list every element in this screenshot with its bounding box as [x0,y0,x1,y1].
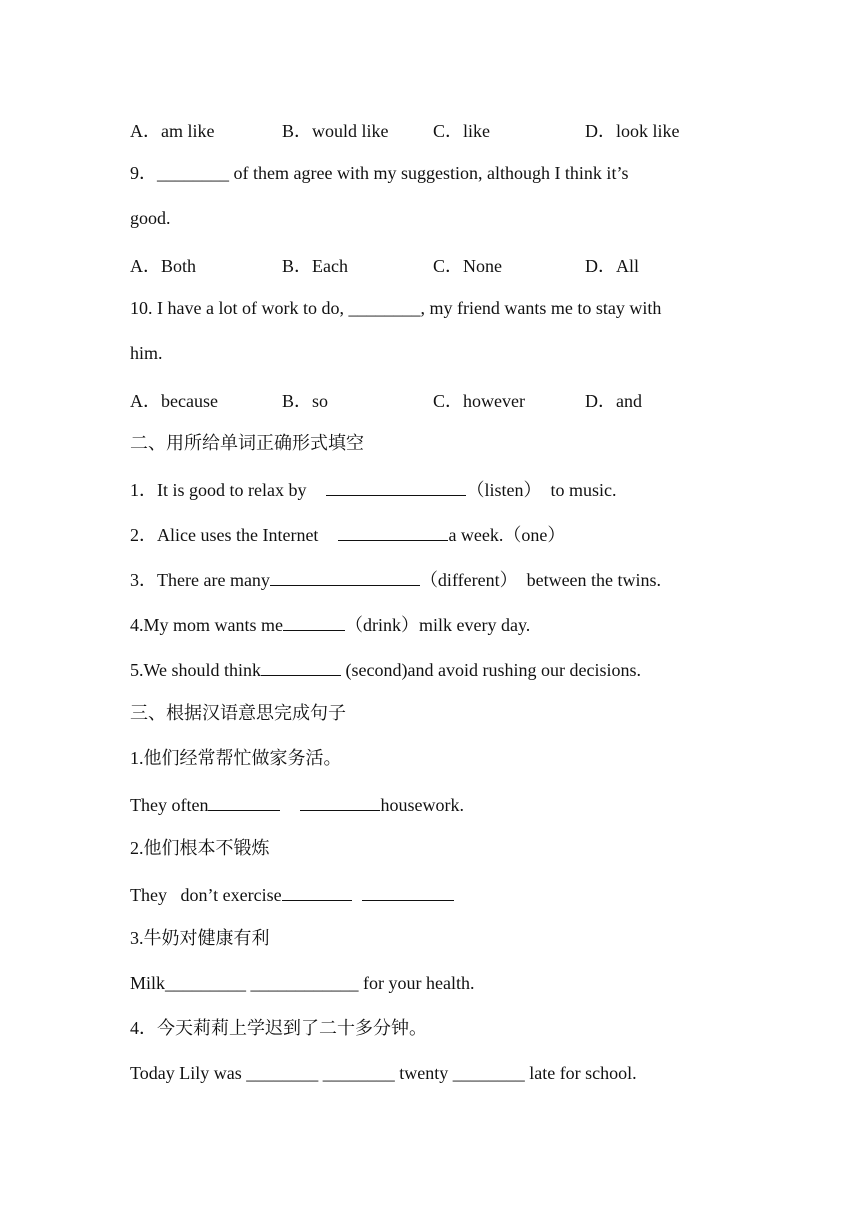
q8-option-d: D．look like [585,121,680,141]
s2-item-1-text-a: 1．It is good to relax by [130,480,307,500]
s3-item-1-english [130,792,464,816]
s2-item-2-blank[interactable] [338,522,448,541]
q9-option-a: A．Both [130,256,197,276]
s2-item-2-text-a: 2．Alice uses the Internet [130,525,319,545]
s3-item-2-blank-2[interactable] [362,882,454,901]
s2-item-2-text-b: a week.（one） [448,525,566,545]
q10-option-d: D．and [585,391,642,411]
q9-stem-line1: 9．________ of them agree with my suggestion, although I think it’s [130,163,629,183]
s3-item-3-chinese: 3.牛奶对健康有利 [130,928,270,948]
s3-item-2-chinese: 2.他们根本不锻炼 [130,838,270,858]
s2-item-1 [130,477,616,501]
q10-stem-line1: 10. I have a lot of work to do, ________, my friend wants me to stay with [130,298,662,318]
q10-option-c: C．however [433,391,525,411]
q10-stem-line2: him. [130,343,163,363]
q9-option-c: C．None [433,256,502,276]
s2-item-4-text-a: 4.My mom wants me [130,615,283,635]
s3-item-1-blank-2[interactable] [300,792,380,811]
s3-item-1-blank-1[interactable] [208,792,280,811]
s2-item-1-blank[interactable] [326,477,466,496]
s3-item-1-chinese: 1.他们经常帮忙做家务活。 [130,748,342,768]
s3-item-1-text-a: They often [130,795,209,815]
q9-stem-line2: good. [130,208,171,228]
s2-item-5-text-b: (second)and avoid rushing our decisions. [341,660,641,680]
q8-option-b: B．would like [282,121,389,141]
s2-item-5-blank[interactable] [261,657,341,676]
q8-option-a: A．am like [130,121,215,141]
s3-item-2-english [130,882,454,906]
s2-item-3-text-a: 3．There are many [130,570,270,590]
s2-item-4 [130,612,530,636]
s3-item-4-chinese: 4．今天莉莉上学迟到了二十多分钟。 [130,1018,427,1038]
s3-item-4-english: Today Lily was ________ ________ twenty ________ late for school. [130,1063,637,1083]
s2-item-3-blank[interactable] [270,567,420,586]
s3-item-2-text-a: They don’t exercise [130,885,282,905]
q10-option-b: B．so [282,391,329,411]
s2-item-4-text-b: （drink）milk every day. [345,615,531,635]
q10-option-a: A．because [130,391,218,411]
s2-item-3-text-b: （different） between the twins. [419,570,662,590]
q9-option-b: B．Each [282,256,348,276]
s2-item-4-blank[interactable] [283,612,345,631]
s3-item-1-text-b: housework. [380,795,464,815]
s3-item-2-blank-1[interactable] [282,882,352,901]
s2-item-3 [130,567,661,591]
s2-item-5 [130,657,641,681]
section3-heading: 三、根据汉语意思完成句子 [130,703,346,723]
s2-item-2 [130,522,565,546]
section2-heading: 二、用所给单词正确形式填空 [130,433,364,453]
s3-item-3-english: Milk_________ ____________ for your health. [130,973,475,993]
s2-item-1-text-b: （listen） to music. [466,480,617,500]
q9-option-d: D．All [585,256,639,276]
q8-option-c: C．like [433,121,490,141]
s2-item-5-text-a: 5.We should think [130,660,262,680]
